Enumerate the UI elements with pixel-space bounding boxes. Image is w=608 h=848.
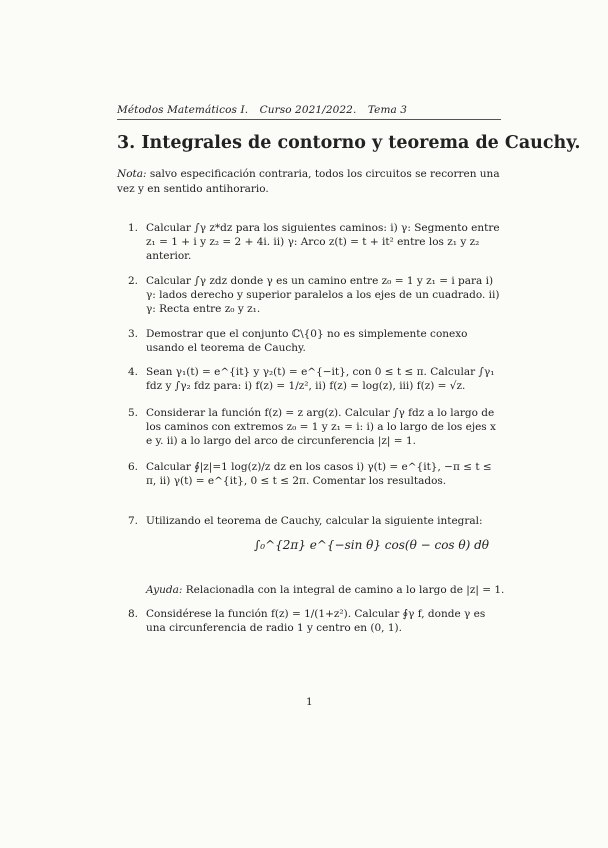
hint-paragraph bbox=[146, 584, 506, 596]
exercise-number: 3. bbox=[128, 328, 139, 340]
page-header bbox=[117, 104, 501, 120]
exercise-5 bbox=[128, 406, 502, 448]
exercise-text: Calcular ∫γ z*dz para los siguientes caminos: i) γ: Segmento entre z₁ = 1 + i y z₂ = 2 + 4i. ii) γ: Arco z(t) = t + it² entre los z₁ y z₂ anterior. bbox=[146, 222, 500, 262]
header-course: Métodos Matemáticos I. bbox=[117, 104, 249, 116]
exercise-number: 4. bbox=[128, 366, 139, 378]
exercise-text: Calcular ∮|z|=1 log(z)/z dz en los casos i) γ(t) = e^{it}, −π ≤ t ≤ π, ii) γ(t) = e^{it}, 0 ≤ t ≤ 2π. Comentar los resultados. bbox=[146, 461, 492, 487]
section-title: 3. Integrales de contorno y teorema de Cauchy. bbox=[117, 133, 581, 153]
exercise-number: 1. bbox=[128, 222, 139, 234]
exercise-7 bbox=[128, 514, 502, 528]
exercise-text: Considérese la función f(z) = 1/(1+z²). Calcular ∮γ f, donde γ es una circunferencia de radio 1 y centro en (0, 1). bbox=[146, 608, 486, 634]
exercise-6 bbox=[128, 460, 502, 488]
exercise-number: 6. bbox=[128, 461, 139, 473]
exercise-2 bbox=[128, 274, 502, 316]
exercise-number: 7. bbox=[128, 515, 139, 527]
exercise-8 bbox=[128, 607, 502, 635]
exercise-number: 8. bbox=[128, 608, 139, 620]
exercise-text: Sean γ₁(t) = e^{it} y γ₂(t) = e^{−it}, con 0 ≤ t ≤ π. Calcular ∫γ₁ fdz y ∫γ₂ fdz para: i) f(z) = 1/z², ii) f(z) = log(z), iii) f(z) = √z. bbox=[146, 366, 495, 392]
exercise-4 bbox=[128, 365, 502, 393]
header-topic: Tema 3 bbox=[367, 104, 408, 116]
note-paragraph bbox=[117, 167, 503, 197]
exercise-text: Calcular ∫γ zdz donde γ es un camino entre z₀ = 1 y z₁ = i para i) γ: lados derecho y superior paralelos a los ejes de un cuadrado. ii) γ: Recta entre z₀ y z₁. bbox=[146, 275, 500, 315]
page-number: 1 bbox=[306, 696, 313, 708]
header-year: Curso 2021/2022. bbox=[259, 104, 357, 116]
note-label: Nota: bbox=[117, 168, 147, 180]
exercise-text: Utilizando el teorema de Cauchy, calcular la siguiente integral: bbox=[146, 515, 483, 527]
exercise-3 bbox=[128, 327, 502, 355]
exercise-text: Demostrar que el conjunto ℂ\{0} no es simplemente conexo usando el teorema de Cauchy. bbox=[146, 328, 468, 354]
note-text: salvo especificación contraria, todos los circuitos se recorren una vez y en sentido antihorario. bbox=[117, 168, 500, 195]
exercise-text: Considerar la función f(z) = z arg(z). Calcular ∫γ fdz a lo largo de los caminos con extremos z₀ = 1 y z₁ = i: i) a lo largo de los ejes x e y. ii) a lo largo del arco de circunferencia |z| = 1. bbox=[146, 407, 496, 447]
hint-label: Ayuda: bbox=[146, 584, 183, 596]
exercise-number: 2. bbox=[128, 275, 139, 287]
exercise-number: 5. bbox=[128, 407, 139, 419]
integral-formula: ∫₀^{2π} e^{−sin θ} cos(θ − cos θ) dθ bbox=[254, 538, 490, 552]
hint-text: Relacionadla con la integral de camino a lo largo de |z| = 1. bbox=[182, 584, 505, 596]
exercise-1 bbox=[128, 221, 502, 263]
